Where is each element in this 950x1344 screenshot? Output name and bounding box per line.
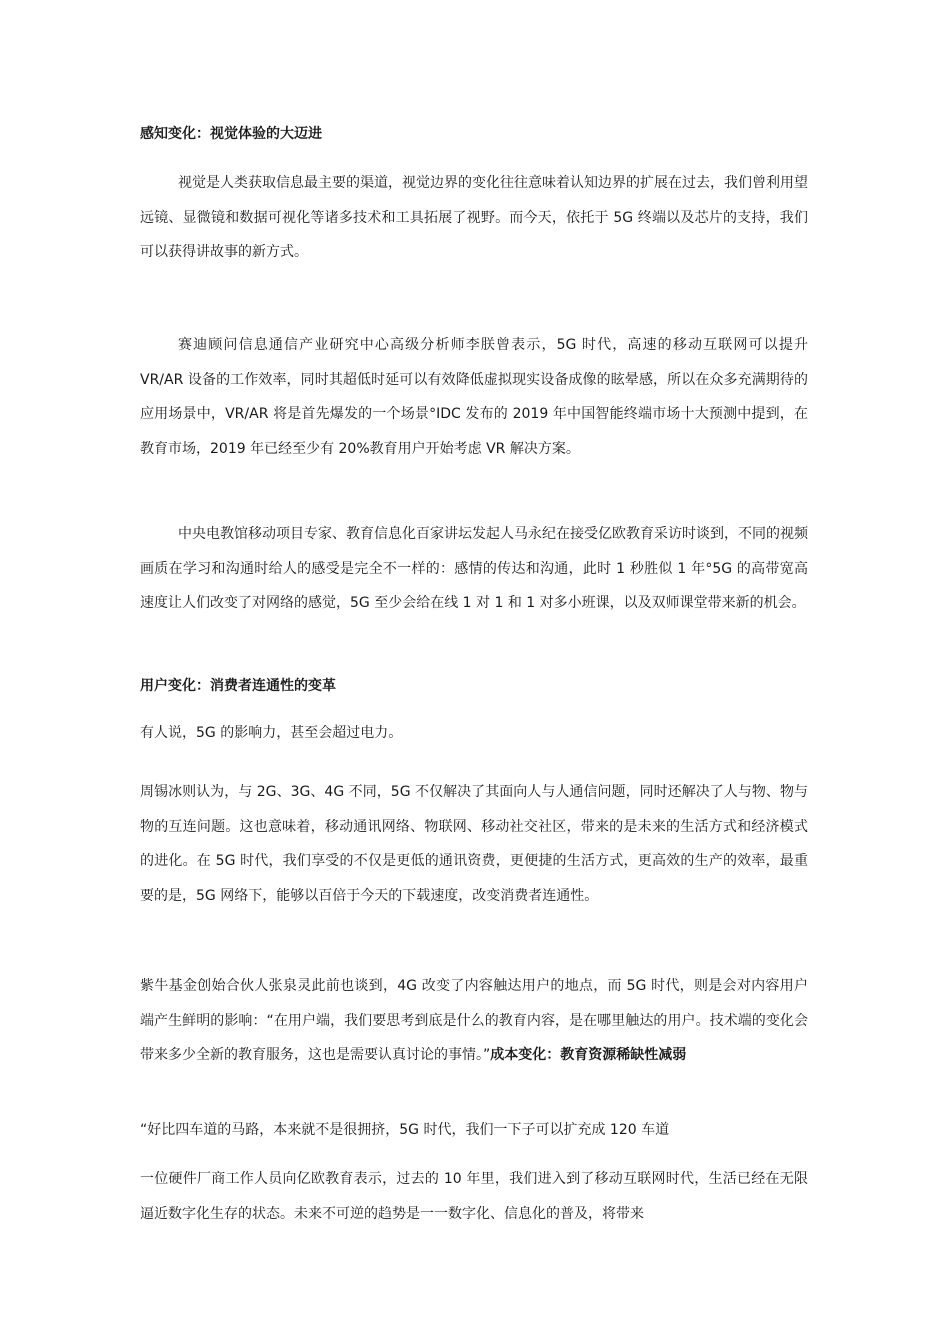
paragraph-content-user-end-text: 紫牛基金创始合伙人张泉灵此前也谈到，4G 改变了内容触达用户的地点，而 5G 时代，则是会对内容用户端产生鲜明的影响：“在用户端，我们要思考到底是什么的教育内容，是在哪里触达的用户。技术端的变化会带来多少全新的教育服务，这也是需要认真讨论的事情。” xyxy=(140,978,808,1063)
paragraph-vision-intro: 视觉是人类获取信息最主要的渠道，视觉边界的变化往往意味着认知边界的扩展在过去，我们曾利用望远镜、显微镜和数据可视化等诸多技术和工具拓展了视野。而今天，依托于 5G 终端以及芯片的支持，我们可以获得讲故事的新方式。 xyxy=(140,175,808,260)
paragraph-connectivity-change: 周锡冰则认为，与 2G、3G、4G 不同，5G 不仅解决了其面向人与人通信问题，同时还解决了人与物、物与物的互连问题。这也意味着，移动通讯网络、物联网、移动社交社区，带来的是未来的生活方式和经济模式的进化。在 5G 时代，我们享受的不仅是更低的通讯资费，更便捷的生活方式，更高效的生产的效率，最重要的是，5G 网络下，能够以百倍于今天的下载速度，改变消费者连通性。 xyxy=(140,784,808,904)
paragraph-video-quality-expert: 中央电教馆移动项目专家、教育信息化百家讲坛发起人马永纪在接受亿欧教育采访时谈到，不同的视频画质在学习和沟通时给人的感受是完全不一样的：感情的传达和沟通，此时 1 秒胜似 1 年°5G 的高带宽高速度让人们改变了对网络的感觉，5G 至少会给在线 1 对 1 和 1 对多小班课，以及双师课堂带来新的机会。 xyxy=(140,526,808,611)
paragraph-hardware-vendor: 一位硬件厂商工作人员向亿欧教育表示，过去的 10 年里，我们进入到了移动互联网时代，生活已经在无限逼近数字化生存的状态。未来不可逆的趋势是一一数字化、信息化的普及，将带来 xyxy=(140,1171,808,1222)
paragraph-content-user-end xyxy=(140,969,808,1073)
paragraph-highway-analogy: “好比四车道的马路，本来就不是很拥挤，5G 时代，我们一下子可以扩充成 120 车道 xyxy=(140,1122,670,1138)
section-heading-user: 用户变化：消费者连通性的变革 xyxy=(140,678,336,694)
document-page xyxy=(140,0,808,1344)
section-heading-cost: 成本变化：教育资源稀缺性减弱 xyxy=(490,1047,687,1063)
section-heading-perception: 感知变化：视觉体验的大迈进 xyxy=(140,126,322,142)
paragraph-5g-influence: 有人说，5G 的影响力，甚至会超过电力。 xyxy=(140,725,403,741)
paragraph-vr-ar-analyst: 赛迪顾问信息通信产业研究中心高级分析师李朕曾表示，5G 时代，高速的移动互联网可以提升 VR/AR 设备的工作效率，同时其超低时延可以有效降低虚拟现实设备成像的眩晕感，所以在众多充满期待的应用场景中，VR/AR 将是首先爆发的一个场景°IDC 发布的 2019 年中国智能终端市场十大预测中提到，在教育市场，2019 年已经至少有 20%教育用户开始考虑 VR 解决方案。 xyxy=(140,337,808,457)
